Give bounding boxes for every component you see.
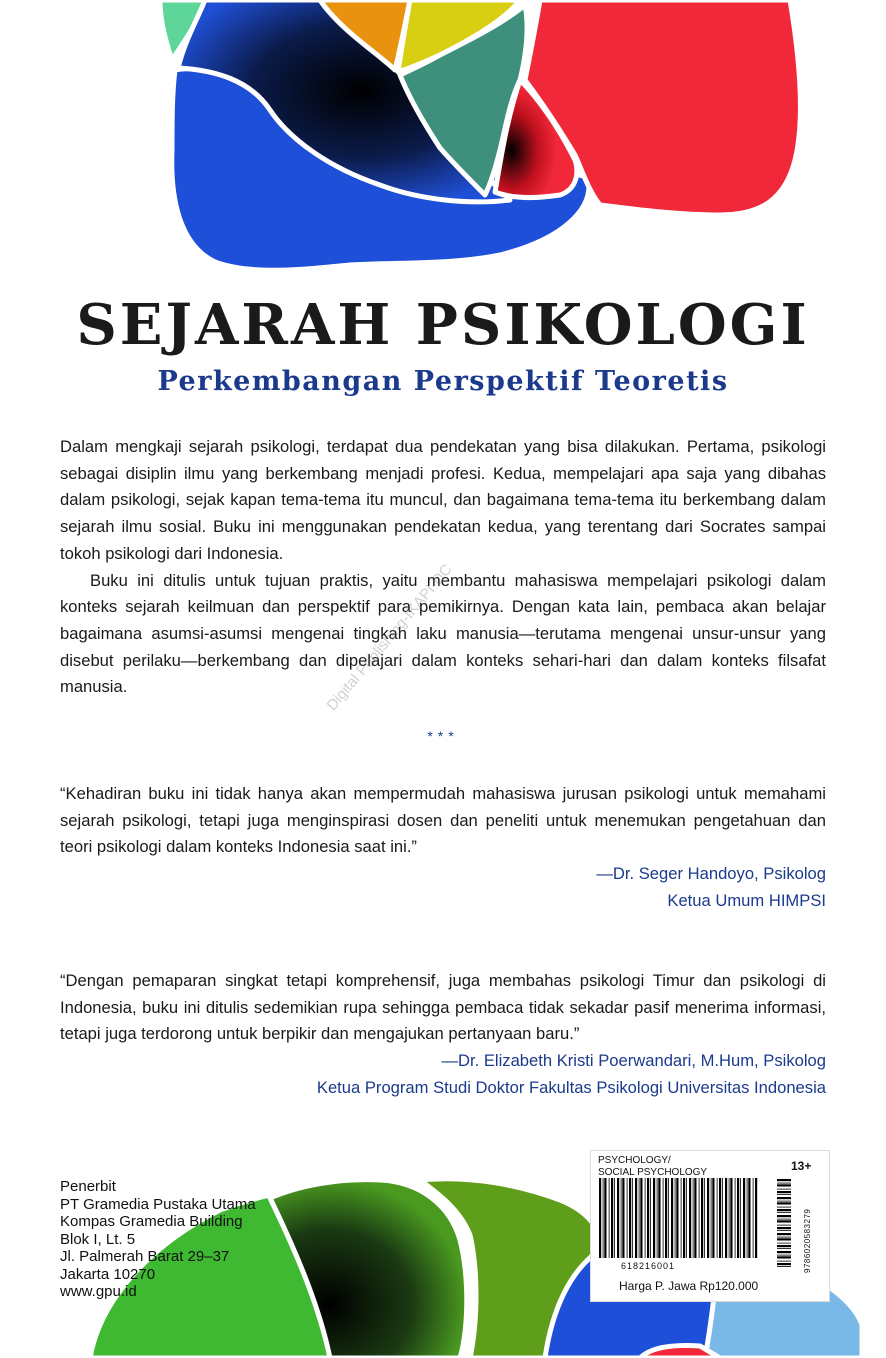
barcode-bar — [657, 1178, 658, 1258]
barcode-bar — [777, 1261, 791, 1262]
book-subtitle: Perkembangan Perspektif Teoretis — [157, 366, 729, 397]
barcode-bar — [777, 1191, 791, 1193]
barcode-bar — [635, 1178, 637, 1258]
barcode-bar — [777, 1248, 791, 1249]
barcode-main — [599, 1178, 759, 1258]
barcode-bar — [777, 1207, 791, 1208]
barcode-bar — [730, 1178, 732, 1258]
book-category — [598, 1155, 707, 1179]
testimonial-quote: “Dengan pemaparan singkat tetapi komprehensif, juga membahas psikologi Timur dan psikologi di Indonesia, buku ini ditulis sedemikian rupa sehingga pembaca tidak sekadar pasif menerima informasi, tetapi juga terdorong untuk berpikir dan mengajukan pertanyaan baru.” — [60, 971, 826, 1044]
barcode-bar — [683, 1178, 685, 1258]
barcode-bar — [675, 1178, 676, 1258]
barcode-bar — [704, 1178, 705, 1258]
barcode-bar — [777, 1189, 791, 1190]
barcode-bar — [650, 1178, 651, 1258]
barcode-bar — [777, 1209, 791, 1211]
barcode-bar — [599, 1178, 601, 1258]
publisher-website: www.gpu.id — [60, 1283, 137, 1300]
publisher-block: Blok I, Lt. 5 — [60, 1230, 136, 1248]
barcode-bar — [777, 1245, 791, 1247]
barcode-bar — [629, 1178, 631, 1258]
barcode-bar — [719, 1178, 721, 1258]
category-line-1: PSYCHOLOGY/ — [598, 1155, 671, 1166]
publisher-city: Jakarta 10270 — [60, 1265, 156, 1283]
barcode-bar — [777, 1256, 791, 1258]
age-rating: 13+ — [791, 1159, 812, 1173]
barcode-bar — [686, 1178, 687, 1258]
barcode-bar — [632, 1178, 633, 1258]
barcode-bar — [665, 1178, 667, 1258]
barcode-bar — [627, 1178, 628, 1258]
publisher-street: Jl. Palmerah Barat 29–37 — [60, 1248, 230, 1265]
barcode-bar — [777, 1184, 791, 1186]
testimonial-author: —Dr. Elizabeth Kristi Poerwandari, M.Hum, Psikolog — [441, 1051, 826, 1071]
barcode-bar — [622, 1178, 624, 1258]
barcode-bar — [777, 1183, 791, 1184]
barcode-bar — [671, 1178, 673, 1258]
barcode-bar — [777, 1202, 791, 1204]
barcode-bar — [604, 1178, 606, 1258]
barcode-bar — [693, 1178, 694, 1258]
barcode-bar — [699, 1178, 700, 1258]
publisher-name: PT Gramedia Pustaka Utama — [60, 1195, 256, 1213]
isbn-number: 9786020583279 — [803, 1208, 812, 1273]
barcode-bar — [737, 1178, 739, 1258]
barcode-bar — [777, 1255, 791, 1256]
barcode-panel — [590, 1150, 830, 1302]
barcode-bar — [777, 1251, 791, 1253]
barcode-bar — [755, 1178, 757, 1258]
product-code: 618216001 — [621, 1261, 676, 1271]
barcode-bar — [712, 1178, 714, 1258]
barcode-bar — [722, 1178, 723, 1258]
testimonial-author: —Dr. Seger Handoyo, Psikolog — [596, 864, 826, 884]
testimonial-quote: “Kehadiran buku ini tidak hanya akan mempermudah mahasiswa jurusan psikologi untuk memahami sejarah psikologi, tetapi juga menginspirasi dosen dan peneliti untuk menemukan pengetahuan dan teori psikologi dalam konteks Indonesia saat ini.” — [60, 784, 826, 857]
barcode-bar — [777, 1212, 791, 1213]
barcode-bar — [603, 1178, 604, 1258]
barcode-bar — [777, 1230, 791, 1231]
barcode-bar — [777, 1227, 791, 1229]
testimonial-role: Ketua Program Studi Doktor Fakultas Psikologi Universitas Indonesia — [316, 1077, 826, 1097]
barcode-bar — [777, 1266, 791, 1267]
barcode-bar — [725, 1178, 727, 1258]
barcode-bar — [614, 1178, 615, 1258]
barcode-bar — [611, 1178, 613, 1258]
description-paragraph-1: Dalam mengkaji sejarah psikologi, terdapat dua pendekatan yang bisa dilakukan. Pertama, psikologi sebagai disiplin ilmu yang berkembang menjadi profesi. Kedua, mempelajari apa saja yang dibahas dalam psikologi, sejak kapan tema-tema itu muncul, dan bagaimana tema-tema itu berkembang dalam sejarah ilmu sosial. Buku ini menggunakan pendekatan kedua, yang terentang dari Socrates sampai tokoh psikologi dari Indonesia. — [60, 437, 826, 563]
barcode-bar — [621, 1178, 622, 1258]
barcode-bar — [609, 1178, 610, 1258]
barcode-bar — [689, 1178, 691, 1258]
barcode-bar — [653, 1178, 655, 1258]
price-label: Harga P. Jawa Rp120.000 — [619, 1279, 759, 1293]
barcode-bar — [640, 1178, 642, 1258]
barcode-bar — [777, 1220, 791, 1222]
barcode-bar — [645, 1178, 646, 1258]
barcode-bar — [694, 1178, 696, 1258]
barcode-bar — [777, 1225, 791, 1226]
barcode-bar — [777, 1179, 791, 1181]
barcode-bar — [735, 1178, 736, 1258]
section-separator: *** — [427, 728, 459, 744]
barcode-bar — [647, 1178, 649, 1258]
publisher-building: Kompas Gramedia Building — [60, 1213, 243, 1230]
barcode-isbn — [777, 1179, 791, 1271]
barcode-bar — [747, 1178, 748, 1258]
barcode-bar — [743, 1178, 745, 1258]
testimonial-role: Ketua Umum HIMPSI — [667, 890, 826, 910]
cover-art-top — [0, 0, 886, 300]
barcode-bar — [681, 1178, 682, 1258]
barcode-bar — [777, 1233, 791, 1235]
watermark-text: Digital Publishing-IKAPI-DC — [323, 561, 456, 714]
barcode-bar — [753, 1178, 754, 1258]
publisher-label: Penerbit — [60, 1178, 116, 1195]
publisher-info — [60, 1178, 256, 1301]
barcode-bar — [729, 1178, 730, 1258]
barcode-bar — [777, 1237, 791, 1238]
barcode-bar — [717, 1178, 718, 1258]
category-line-2: SOCIAL PSYCHOLOGY — [598, 1167, 708, 1178]
barcode-bar — [668, 1178, 669, 1258]
barcode-bar — [639, 1178, 640, 1258]
barcode-bar — [740, 1178, 741, 1258]
barcode-bar — [701, 1178, 703, 1258]
barcode-bar — [711, 1178, 712, 1258]
barcode-bar — [777, 1201, 791, 1202]
testimonial-2 — [60, 968, 826, 1102]
barcode-bar — [663, 1178, 664, 1258]
barcode-bar — [777, 1194, 791, 1195]
testimonial-1 — [60, 781, 826, 915]
barcode-bar — [777, 1238, 791, 1240]
book-title: SEJARAH PSIKOLOGI — [76, 292, 810, 358]
barcode-bar — [777, 1263, 791, 1265]
barcode-bar — [658, 1178, 660, 1258]
barcode-bar — [707, 1178, 709, 1258]
barcode-bar — [617, 1178, 619, 1258]
barcode-bar — [777, 1197, 791, 1199]
barcode-bar — [777, 1215, 791, 1217]
description-paragraph-2: Buku ini ditulis untuk tujuan praktis, yaitu membantu mahasiswa mempelajari psikologi dalam konteks sejarah keilmuan dan perspektif para pemikirnya. Dengan kata lain, pembaca akan belajar bagaimana asumsi-asumsi mengenai tingkah laku manusia—terutama mengenai unsur-unsur yang disebut perilaku—berkembang dan dipelajari dalam konteks sehari-hari dan dalam konteks filsafat manusia. — [60, 570, 826, 697]
barcode-bar — [777, 1219, 791, 1220]
barcode-bar — [676, 1178, 678, 1258]
barcode-bar — [748, 1178, 750, 1258]
barcode-bar — [777, 1243, 791, 1244]
